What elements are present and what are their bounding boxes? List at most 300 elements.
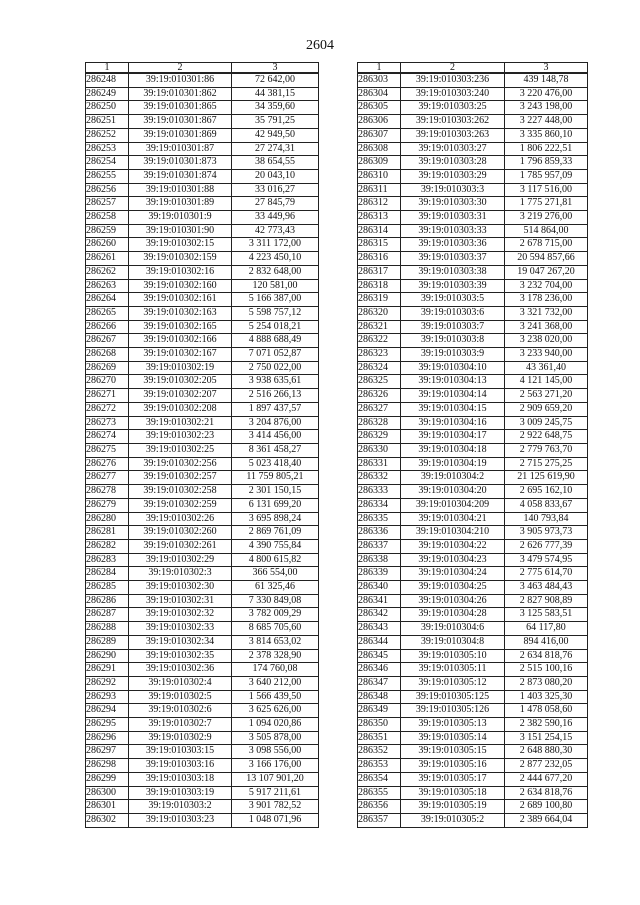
table-row [86, 101, 319, 115]
cadastral-number-cell: 39:19:010303:7 [401, 320, 505, 334]
cadastral-number-cell: 39:19:010305:17 [401, 772, 505, 786]
row-number-cell: 286271 [86, 389, 129, 403]
value-cell: 1 806 222,51 [505, 142, 588, 156]
row-number-cell: 286345 [358, 649, 401, 663]
table-row [358, 224, 588, 238]
cadastral-number-cell: 39:19:010302:21 [129, 416, 232, 430]
table-row [358, 786, 588, 800]
row-number-cell: 286273 [86, 416, 129, 430]
cadastral-number-cell: 39:19:010301:873 [129, 156, 232, 170]
table-row [358, 238, 588, 252]
table-row [358, 800, 588, 814]
table-row [86, 786, 319, 800]
row-number-cell: 286332 [358, 471, 401, 485]
value-cell: 439 148,78 [505, 73, 588, 87]
value-cell: 366 554,00 [232, 567, 319, 581]
row-number-cell: 286327 [358, 402, 401, 416]
value-cell: 3 695 898,24 [232, 512, 319, 526]
table-row [86, 334, 319, 348]
value-cell: 2 779 763,70 [505, 443, 588, 457]
value-cell: 2 775 614,70 [505, 567, 588, 581]
row-number-cell: 286281 [86, 526, 129, 540]
row-number-cell: 286298 [86, 759, 129, 773]
table-row [86, 320, 319, 334]
value-cell: 7 330 849,08 [232, 594, 319, 608]
row-number-cell: 286283 [86, 553, 129, 567]
cadastral-number-cell: 39:19:010303:18 [129, 772, 232, 786]
table-row [86, 512, 319, 526]
cadastral-number-cell: 39:19:010305:19 [401, 800, 505, 814]
row-number-cell: 286248 [86, 73, 129, 87]
row-number-cell: 286291 [86, 663, 129, 677]
row-number-cell: 286282 [86, 539, 129, 553]
value-cell: 3 640 212,00 [232, 676, 319, 690]
table-row [358, 498, 588, 512]
table-row [358, 73, 588, 87]
column-header-1: 1 [86, 63, 129, 74]
value-cell: 2 827 908,89 [505, 594, 588, 608]
cadastral-number-cell: 39:19:010302:25 [129, 443, 232, 457]
value-cell: 1 775 271,81 [505, 197, 588, 211]
value-cell: 42 949,50 [232, 128, 319, 142]
value-cell: 2 648 880,30 [505, 745, 588, 759]
value-cell: 3 901 782,52 [232, 800, 319, 814]
value-cell: 4 121 145,00 [505, 375, 588, 389]
value-cell: 1 403 325,30 [505, 690, 588, 704]
cadastral-number-cell: 39:19:010305:16 [401, 759, 505, 773]
table-row [358, 430, 588, 444]
cadastral-number-cell: 39:19:010304:20 [401, 485, 505, 499]
row-number-cell: 286294 [86, 704, 129, 718]
cadastral-number-cell: 39:19:010303:236 [401, 73, 505, 87]
row-number-cell: 286352 [358, 745, 401, 759]
value-cell: 2 515 100,16 [505, 663, 588, 677]
value-cell: 2 909 659,20 [505, 402, 588, 416]
cadastral-number-cell: 39:19:010302:29 [129, 553, 232, 567]
table-row [358, 416, 588, 430]
value-cell: 3 151 254,15 [505, 731, 588, 745]
table-row [358, 553, 588, 567]
value-cell: 140 793,84 [505, 512, 588, 526]
table-row [358, 252, 588, 266]
table-row [86, 471, 319, 485]
cadastral-number-cell: 39:19:010303:263 [401, 128, 505, 142]
row-number-cell: 286278 [86, 485, 129, 499]
cadastral-number-cell: 39:19:010303:37 [401, 252, 505, 266]
cadastral-number-cell: 39:19:010304:8 [401, 635, 505, 649]
row-number-cell: 286336 [358, 526, 401, 540]
table-row [86, 197, 319, 211]
value-cell: 11 759 805,21 [232, 471, 319, 485]
table-row [358, 759, 588, 773]
cadastral-number-cell: 39:19:010302:19 [129, 361, 232, 375]
table-row [86, 361, 319, 375]
cadastral-number-cell: 39:19:010304:24 [401, 567, 505, 581]
value-cell: 8 685 705,60 [232, 622, 319, 636]
cadastral-number-cell: 39:19:010304:209 [401, 498, 505, 512]
row-number-cell: 286341 [358, 594, 401, 608]
value-cell: 61 325,46 [232, 581, 319, 595]
row-number-cell: 286259 [86, 224, 129, 238]
column-header-2: 2 [129, 63, 232, 74]
value-cell: 5 254 018,21 [232, 320, 319, 334]
row-number-cell: 286314 [358, 224, 401, 238]
table-row [86, 348, 319, 362]
value-cell: 5 166 387,00 [232, 293, 319, 307]
value-cell: 44 381,15 [232, 87, 319, 101]
value-cell: 21 125 619,90 [505, 471, 588, 485]
table-row [86, 306, 319, 320]
value-cell: 72 642,00 [232, 73, 319, 87]
right-table-body [358, 73, 588, 827]
value-cell: 3 166 176,00 [232, 759, 319, 773]
table-row [86, 238, 319, 252]
table-row [358, 183, 588, 197]
row-number-cell: 286303 [358, 73, 401, 87]
table-row [86, 567, 319, 581]
cadastral-number-cell: 39:19:010301:865 [129, 101, 232, 115]
value-cell: 3 479 574,95 [505, 553, 588, 567]
value-cell: 3 232 704,00 [505, 279, 588, 293]
cadastral-number-cell: 39:19:010302:7 [129, 718, 232, 732]
value-cell: 33 016,27 [232, 183, 319, 197]
table-row [86, 279, 319, 293]
row-number-cell: 286351 [358, 731, 401, 745]
table-row [358, 690, 588, 704]
value-cell: 3 321 732,00 [505, 306, 588, 320]
table-row [86, 87, 319, 101]
value-cell: 1 048 071,96 [232, 813, 319, 827]
row-number-cell: 286263 [86, 279, 129, 293]
row-number-cell: 286260 [86, 238, 129, 252]
value-cell: 3 227 448,00 [505, 115, 588, 129]
cadastral-number-cell: 39:19:010302:6 [129, 704, 232, 718]
table-row [358, 443, 588, 457]
cadastral-number-cell: 39:19:010302:34 [129, 635, 232, 649]
row-number-cell: 286268 [86, 348, 129, 362]
table-row [358, 457, 588, 471]
value-cell: 894 416,00 [505, 635, 588, 649]
right-register-table [357, 62, 588, 828]
table-row [86, 457, 319, 471]
value-cell: 2 750 022,00 [232, 361, 319, 375]
cadastral-number-cell: 39:19:010302:258 [129, 485, 232, 499]
row-number-cell: 286350 [358, 718, 401, 732]
value-cell: 514 864,00 [505, 224, 588, 238]
cadastral-number-cell: 39:19:010302:161 [129, 293, 232, 307]
table-row [86, 142, 319, 156]
cadastral-number-cell: 39:19:010304:22 [401, 539, 505, 553]
table-row [86, 115, 319, 129]
cadastral-number-cell: 39:19:010302:207 [129, 389, 232, 403]
cadastral-number-cell: 39:19:010303:240 [401, 87, 505, 101]
cadastral-number-cell: 39:19:010305:125 [401, 690, 505, 704]
cadastral-number-cell: 39:19:010302:9 [129, 731, 232, 745]
row-number-cell: 286328 [358, 416, 401, 430]
table-row [358, 211, 588, 225]
cadastral-number-cell: 39:19:010303:28 [401, 156, 505, 170]
row-number-cell: 286253 [86, 142, 129, 156]
cadastral-number-cell: 39:19:010304:21 [401, 512, 505, 526]
value-cell: 3 505 878,00 [232, 731, 319, 745]
value-cell: 1 785 957,09 [505, 169, 588, 183]
cadastral-number-cell: 39:19:010301:862 [129, 87, 232, 101]
value-cell: 2 689 100,80 [505, 800, 588, 814]
value-cell: 3 814 653,02 [232, 635, 319, 649]
cadastral-number-cell: 39:19:010304:18 [401, 443, 505, 457]
row-number-cell: 286262 [86, 265, 129, 279]
row-number-cell: 286270 [86, 375, 129, 389]
table-row [358, 512, 588, 526]
row-number-cell: 286347 [358, 676, 401, 690]
value-cell: 3 241 368,00 [505, 320, 588, 334]
cadastral-number-cell: 39:19:010302:205 [129, 375, 232, 389]
table-row [86, 594, 319, 608]
value-cell: 2 922 648,75 [505, 430, 588, 444]
table-row [86, 745, 319, 759]
table-row [358, 156, 588, 170]
table-row [358, 813, 588, 827]
table-row [86, 704, 319, 718]
row-number-cell: 286293 [86, 690, 129, 704]
value-cell: 2 444 677,20 [505, 772, 588, 786]
cadastral-number-cell: 39:19:010304:210 [401, 526, 505, 540]
value-cell: 5 598 757,12 [232, 306, 319, 320]
cadastral-number-cell: 39:19:010301:9 [129, 211, 232, 225]
row-number-cell: 286337 [358, 539, 401, 553]
row-number-cell: 286342 [358, 608, 401, 622]
row-number-cell: 286302 [86, 813, 129, 827]
cadastral-number-cell: 39:19:010301:88 [129, 183, 232, 197]
table-row [358, 485, 588, 499]
cadastral-number-cell: 39:19:010304:17 [401, 430, 505, 444]
row-number-cell: 286296 [86, 731, 129, 745]
table-row [86, 635, 319, 649]
value-cell: 42 773,43 [232, 224, 319, 238]
row-number-cell: 286318 [358, 279, 401, 293]
row-number-cell: 286315 [358, 238, 401, 252]
row-number-cell: 286295 [86, 718, 129, 732]
table-row [86, 608, 319, 622]
value-cell: 19 047 267,20 [505, 265, 588, 279]
table-row [358, 676, 588, 690]
cadastral-number-cell: 39:19:010301:867 [129, 115, 232, 129]
value-cell: 3 233 940,00 [505, 348, 588, 362]
cadastral-number-cell: 39:19:010302:167 [129, 348, 232, 362]
cadastral-number-cell: 39:19:010303:262 [401, 115, 505, 129]
table-row [86, 800, 319, 814]
row-number-cell: 286348 [358, 690, 401, 704]
value-cell: 2 626 777,39 [505, 539, 588, 553]
table-row [86, 375, 319, 389]
table-row [86, 622, 319, 636]
row-number-cell: 286356 [358, 800, 401, 814]
table-row [358, 115, 588, 129]
cadastral-number-cell: 39:19:010305:15 [401, 745, 505, 759]
table-row [358, 622, 588, 636]
row-number-cell: 286320 [358, 306, 401, 320]
row-number-cell: 286288 [86, 622, 129, 636]
value-cell: 34 359,60 [232, 101, 319, 115]
table-row [358, 265, 588, 279]
table-row [358, 731, 588, 745]
row-number-cell: 286353 [358, 759, 401, 773]
row-number-cell: 286279 [86, 498, 129, 512]
value-cell: 2 563 271,20 [505, 389, 588, 403]
cadastral-number-cell: 39:19:010302:32 [129, 608, 232, 622]
cadastral-number-cell: 39:19:010303:39 [401, 279, 505, 293]
value-cell: 2 873 080,20 [505, 676, 588, 690]
cadastral-number-cell: 39:19:010303:9 [401, 348, 505, 362]
cadastral-number-cell: 39:19:010303:36 [401, 238, 505, 252]
table-row [86, 169, 319, 183]
row-number-cell: 286321 [358, 320, 401, 334]
cadastral-number-cell: 39:19:010302:159 [129, 252, 232, 266]
table-row [86, 389, 319, 403]
table-row [86, 73, 319, 87]
cadastral-number-cell: 39:19:010304:25 [401, 581, 505, 595]
row-number-cell: 286292 [86, 676, 129, 690]
row-number-cell: 286319 [358, 293, 401, 307]
row-number-cell: 286338 [358, 553, 401, 567]
row-number-cell: 286254 [86, 156, 129, 170]
row-number-cell: 286344 [358, 635, 401, 649]
row-number-cell: 286276 [86, 457, 129, 471]
cadastral-number-cell: 39:19:010302:257 [129, 471, 232, 485]
value-cell: 20 043,10 [232, 169, 319, 183]
table-row [86, 402, 319, 416]
value-cell: 3 414 456,00 [232, 430, 319, 444]
row-number-cell: 286329 [358, 430, 401, 444]
row-number-cell: 286274 [86, 430, 129, 444]
table-row [86, 183, 319, 197]
value-cell: 38 654,55 [232, 156, 319, 170]
cadastral-number-cell: 39:19:010302:15 [129, 238, 232, 252]
value-cell: 3 782 009,29 [232, 608, 319, 622]
cadastral-number-cell: 39:19:010303:5 [401, 293, 505, 307]
value-cell: 3 938 635,61 [232, 375, 319, 389]
row-number-cell: 286325 [358, 375, 401, 389]
value-cell: 3 178 236,00 [505, 293, 588, 307]
table-row [358, 320, 588, 334]
cadastral-number-cell: 39:19:010303:30 [401, 197, 505, 211]
cadastral-number-cell: 39:19:010304:6 [401, 622, 505, 636]
value-cell: 20 594 857,66 [505, 252, 588, 266]
value-cell: 3 220 476,00 [505, 87, 588, 101]
column-header-3: 3 [232, 63, 319, 74]
table-row [358, 197, 588, 211]
row-number-cell: 286305 [358, 101, 401, 115]
value-cell: 3 463 484,43 [505, 581, 588, 595]
cadastral-number-cell: 39:19:010302:163 [129, 306, 232, 320]
value-cell: 2 678 715,00 [505, 238, 588, 252]
value-cell: 4 058 833,67 [505, 498, 588, 512]
cadastral-number-cell: 39:19:010301:89 [129, 197, 232, 211]
left-table-body [86, 73, 319, 827]
cadastral-number-cell: 39:19:010303:8 [401, 334, 505, 348]
cadastral-number-cell: 39:19:010304:13 [401, 375, 505, 389]
row-number-cell: 286309 [358, 156, 401, 170]
value-cell: 3 204 876,00 [232, 416, 319, 430]
cadastral-number-cell: 39:19:010303:15 [129, 745, 232, 759]
row-number-cell: 286340 [358, 581, 401, 595]
cadastral-number-cell: 39:19:010303:29 [401, 169, 505, 183]
value-cell: 4 223 450,10 [232, 252, 319, 266]
page-number: 2604 [306, 38, 334, 53]
cadastral-number-cell: 39:19:010305:14 [401, 731, 505, 745]
table-row [86, 526, 319, 540]
table-row [358, 361, 588, 375]
row-number-cell: 286307 [358, 128, 401, 142]
value-cell: 2 382 590,16 [505, 718, 588, 732]
table-row [86, 813, 319, 827]
cadastral-number-cell: 39:19:010302:5 [129, 690, 232, 704]
cadastral-number-cell: 39:19:010301:874 [129, 169, 232, 183]
table-row [358, 635, 588, 649]
cadastral-number-cell: 39:19:010302:26 [129, 512, 232, 526]
value-cell: 4 800 615,82 [232, 553, 319, 567]
table-row [86, 128, 319, 142]
table-row [86, 553, 319, 567]
cadastral-number-cell: 39:19:010304:10 [401, 361, 505, 375]
row-number-cell: 286297 [86, 745, 129, 759]
cadastral-number-cell: 39:19:010301:86 [129, 73, 232, 87]
table-row [358, 87, 588, 101]
value-cell: 1 566 439,50 [232, 690, 319, 704]
table-row [358, 608, 588, 622]
row-number-cell: 286265 [86, 306, 129, 320]
table-row [358, 389, 588, 403]
table-row [86, 265, 319, 279]
value-cell: 2 832 648,00 [232, 265, 319, 279]
table-row [86, 663, 319, 677]
value-cell: 5 023 418,40 [232, 457, 319, 471]
row-number-cell: 286306 [358, 115, 401, 129]
table-row [358, 375, 588, 389]
table-row [358, 348, 588, 362]
cadastral-number-cell: 39:19:010302:166 [129, 334, 232, 348]
cadastral-number-cell: 39:19:010302:208 [129, 402, 232, 416]
row-number-cell: 286267 [86, 334, 129, 348]
cadastral-number-cell: 39:19:010302:160 [129, 279, 232, 293]
row-number-cell: 286322 [358, 334, 401, 348]
table-row [86, 772, 319, 786]
value-cell: 2 378 328,90 [232, 649, 319, 663]
value-cell: 1 094 020,86 [232, 718, 319, 732]
cadastral-number-cell: 39:19:010302:16 [129, 265, 232, 279]
row-number-cell: 286311 [358, 183, 401, 197]
row-number-cell: 286275 [86, 443, 129, 457]
cadastral-number-cell: 39:19:010301:87 [129, 142, 232, 156]
cadastral-number-cell: 39:19:010303:23 [129, 813, 232, 827]
value-cell: 64 117,80 [505, 622, 588, 636]
value-cell: 3 905 973,73 [505, 526, 588, 540]
value-cell: 2 715 275,25 [505, 457, 588, 471]
cadastral-number-cell: 39:19:010301:869 [129, 128, 232, 142]
table-row [358, 663, 588, 677]
table-row [358, 718, 588, 732]
table-row [86, 224, 319, 238]
value-cell: 27 845,79 [232, 197, 319, 211]
table-row [86, 759, 319, 773]
cadastral-number-cell: 39:19:010303:25 [401, 101, 505, 115]
table-row [358, 567, 588, 581]
cadastral-number-cell: 39:19:010304:19 [401, 457, 505, 471]
cadastral-number-cell: 39:19:010302:33 [129, 622, 232, 636]
value-cell: 2 869 761,09 [232, 526, 319, 540]
table-row [358, 581, 588, 595]
table-row [86, 731, 319, 745]
